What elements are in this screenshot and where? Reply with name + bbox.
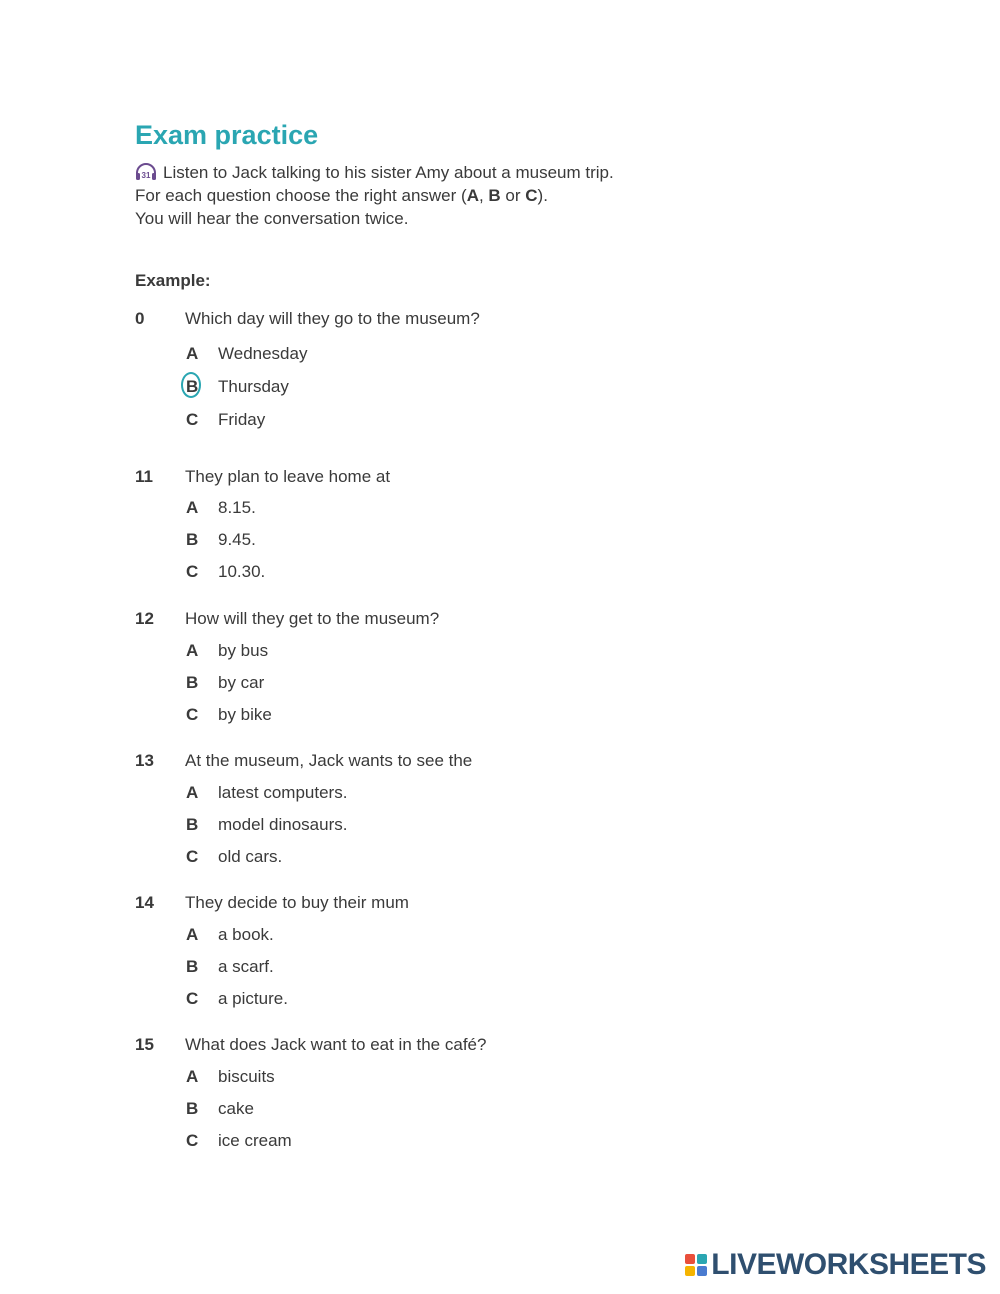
option-text: by bike	[218, 705, 272, 724]
instructions	[135, 161, 614, 230]
question-number: 12	[135, 609, 154, 628]
instruction-letter-b: B	[488, 186, 501, 205]
option-text: ice cream	[218, 1131, 292, 1150]
option-letter: A	[186, 344, 199, 363]
question-text: They decide to buy their mum	[185, 893, 409, 912]
option-letter: B	[186, 957, 199, 976]
option-text: 9.45.	[218, 530, 256, 549]
track-number: 31	[141, 171, 151, 180]
brand-name: LIVEWORKSHEETS	[711, 1248, 986, 1281]
instruction-letter-a: A	[466, 186, 479, 205]
logo-mark-tile	[685, 1254, 695, 1264]
question-number: 11	[135, 467, 153, 486]
example-label: Example:	[135, 271, 211, 290]
page-title: Exam practice	[135, 120, 319, 150]
headphones-icon	[135, 163, 157, 181]
option-text: latest computers.	[218, 783, 348, 802]
question-number: 14	[135, 893, 154, 912]
option-letter: B	[186, 673, 199, 692]
option-letter: B	[186, 1099, 199, 1118]
option-text: cake	[218, 1099, 254, 1118]
option-letter: C	[186, 562, 199, 581]
liveworksheets-logo	[685, 1248, 986, 1282]
option-letter: A	[186, 1067, 199, 1086]
instruction-line-2	[135, 184, 614, 207]
question-number: 13	[135, 751, 154, 770]
option-letter: C	[186, 410, 199, 429]
option-text: 8.15.	[218, 498, 256, 517]
option-text: by car	[218, 673, 265, 692]
option-letter: A	[186, 498, 199, 517]
option-text: old cars.	[218, 847, 283, 866]
logo-mark-icon	[685, 1254, 707, 1276]
option-letter: B	[186, 377, 199, 396]
option-text: Thursday	[218, 377, 289, 396]
instruction-sep-1: ,	[478, 186, 489, 205]
instruction-text-2a: For each question choose the right answer (	[135, 186, 467, 205]
question-text: What does Jack want to eat in the café?	[185, 1035, 487, 1054]
option-letter: B	[186, 530, 199, 549]
option-text: a scarf.	[218, 957, 274, 976]
option-letter: A	[186, 641, 199, 660]
instruction-text-2b: ).	[537, 186, 548, 205]
option-text: a picture.	[218, 989, 288, 1008]
logo-mark-tile	[685, 1266, 695, 1276]
option-letter: C	[186, 847, 199, 866]
question-text: They plan to leave home at	[185, 467, 391, 486]
logo-mark-tile	[697, 1266, 707, 1276]
logo-mark-tile	[697, 1254, 707, 1264]
option-letter: A	[186, 783, 199, 802]
question-text: At the museum, Jack wants to see the	[185, 751, 473, 770]
option-text: by bus	[218, 641, 269, 660]
option-letter: C	[186, 1131, 199, 1150]
option-text: Wednesday	[218, 344, 308, 363]
option-text: model dinosaurs.	[218, 815, 348, 834]
option-text: Friday	[218, 410, 266, 429]
instruction-line-1	[135, 161, 614, 184]
option-text: biscuits	[218, 1067, 275, 1086]
instruction-letter-c: C	[525, 186, 538, 205]
question-text: Which day will they go to the museum?	[185, 309, 480, 328]
instruction-text-1: Listen to Jack talking to his sister Amy about a museum trip.	[163, 163, 614, 182]
instruction-line-3: You will hear the conversation twice.	[135, 209, 409, 228]
option-letter: C	[186, 989, 199, 1008]
option-text: 10.30.	[218, 562, 266, 581]
question-text: How will they get to the museum?	[185, 609, 440, 628]
option-letter: B	[186, 815, 199, 834]
option-text: a book.	[218, 925, 274, 944]
question-number: 0	[135, 309, 145, 328]
option-letter: C	[186, 705, 199, 724]
instruction-sep-2: or	[500, 186, 526, 205]
question-number: 15	[135, 1035, 154, 1054]
option-letter: A	[186, 925, 199, 944]
selected-circle-icon	[181, 372, 201, 398]
